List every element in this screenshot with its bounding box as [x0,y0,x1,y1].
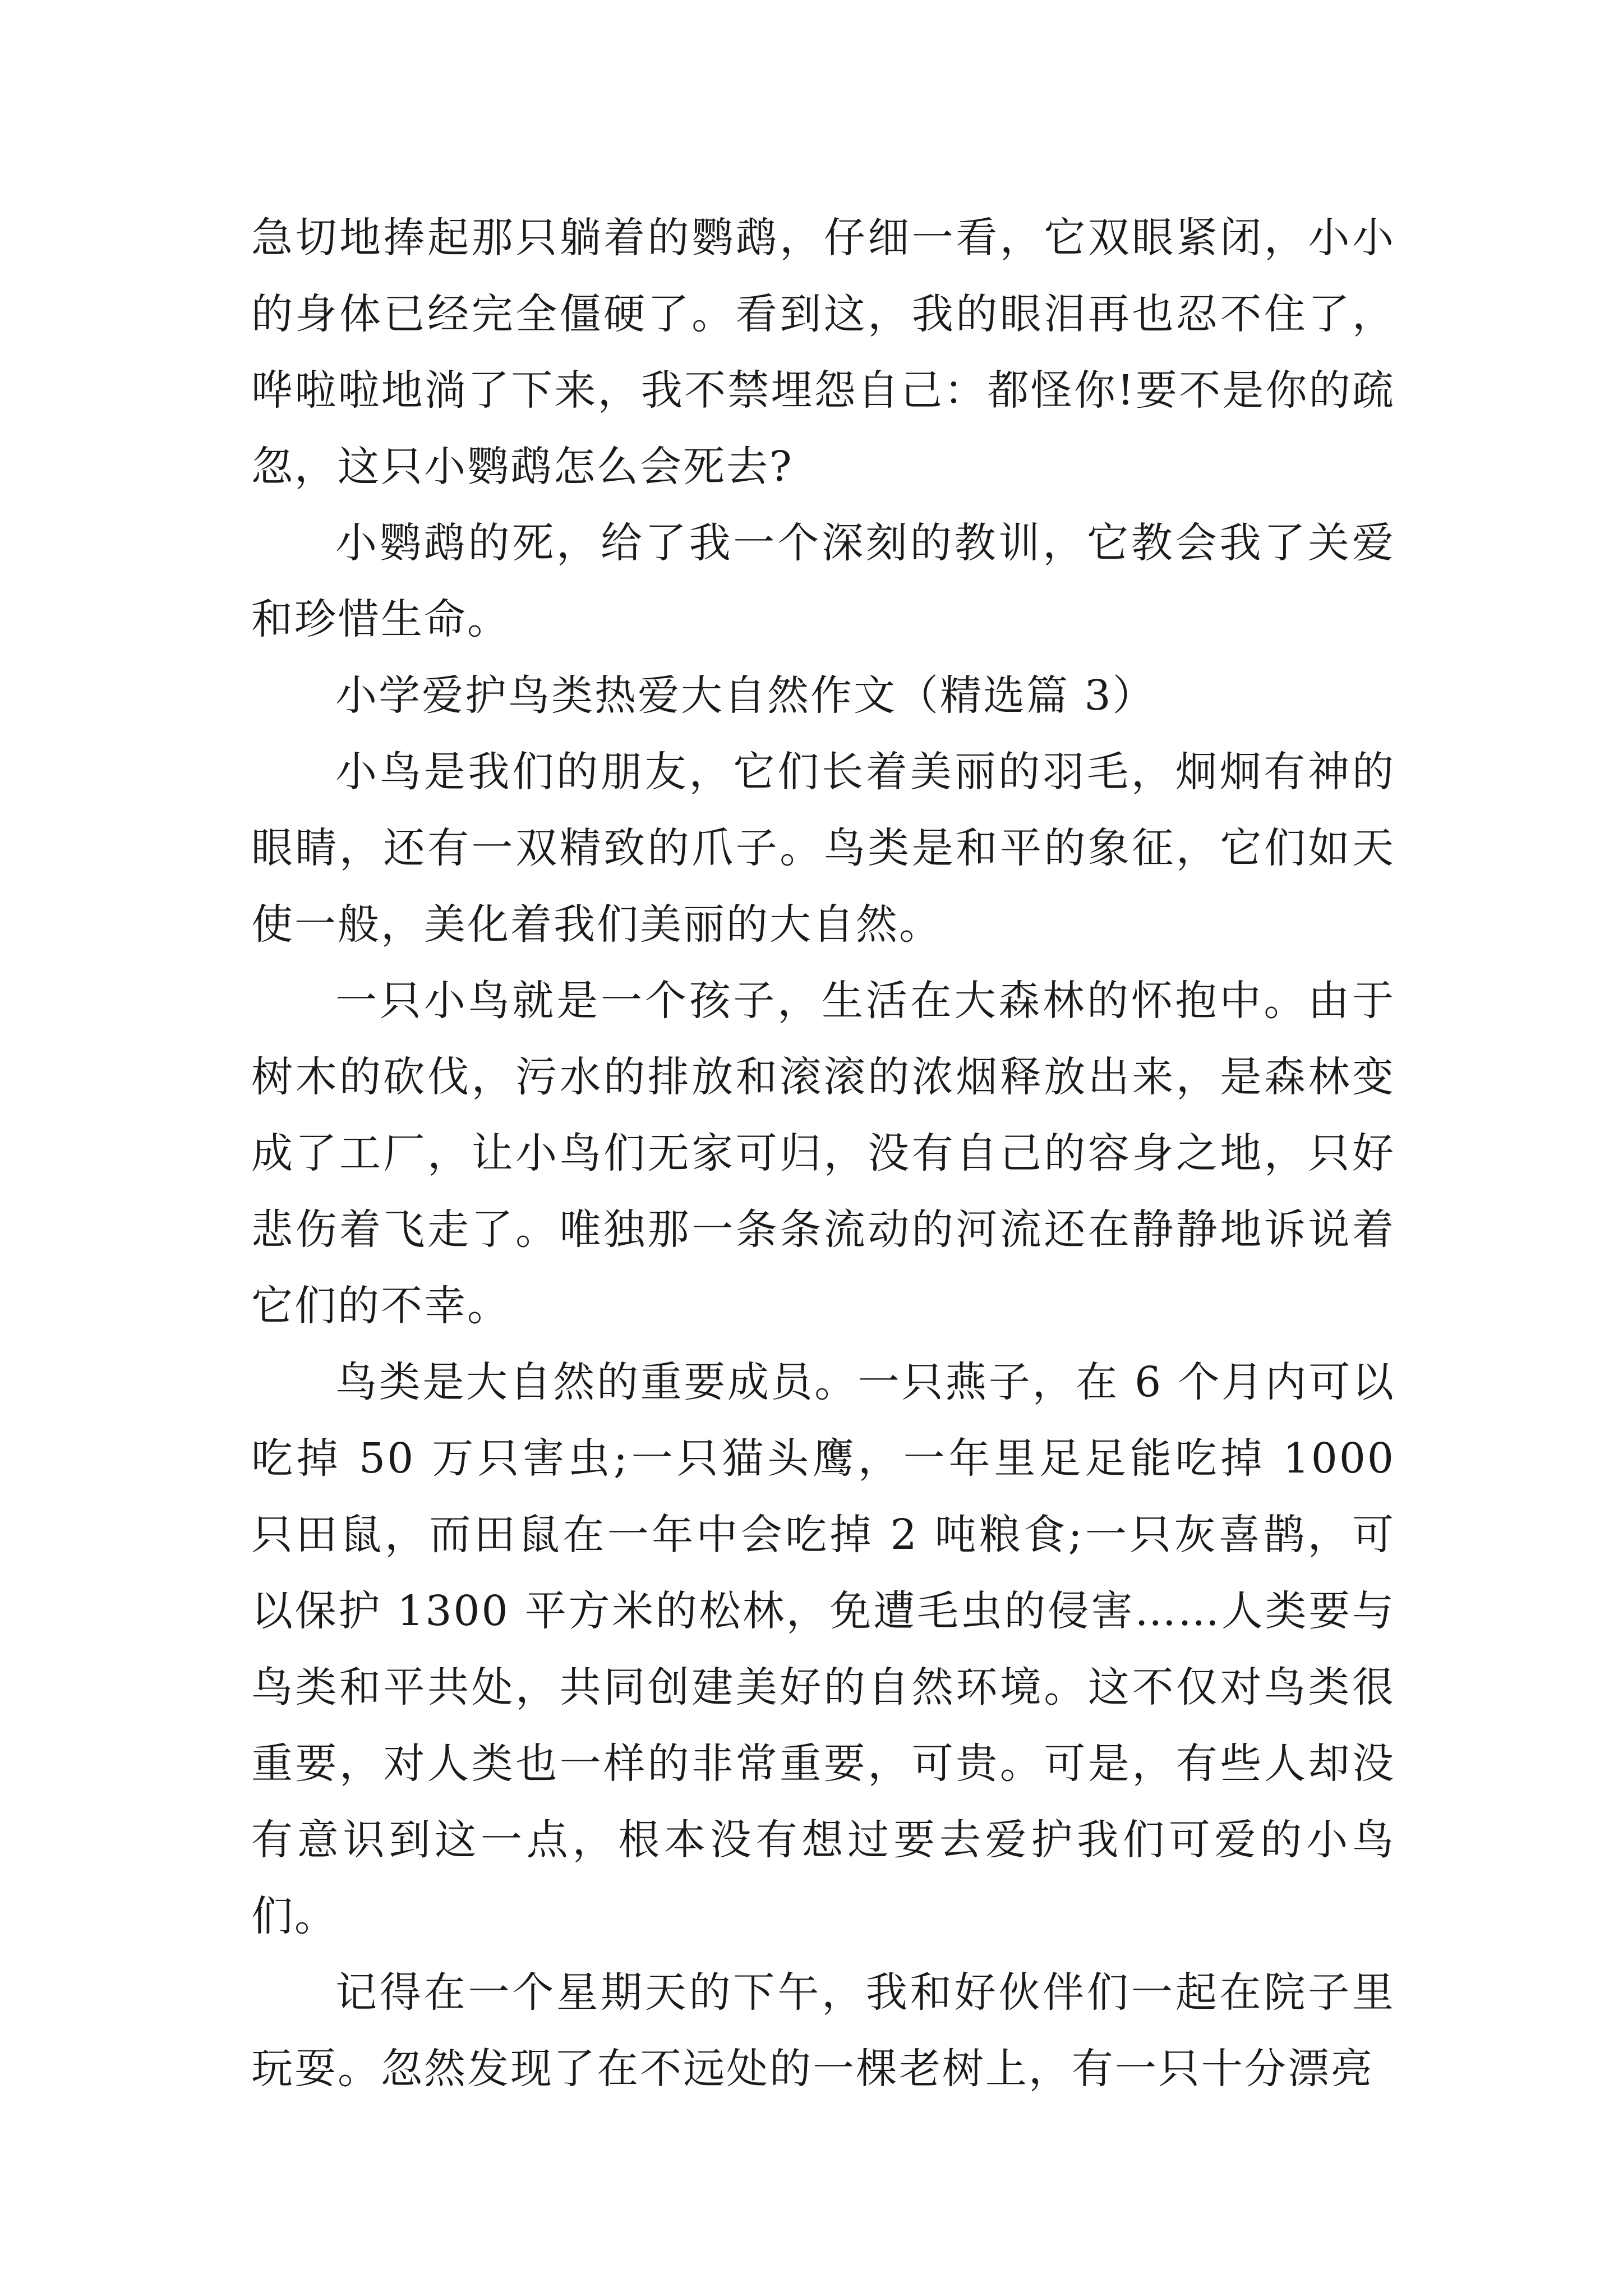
paragraph-continuation: 急切地捧起那只躺着的鹦鹉，仔细一看，它双眼紧闭，小小的身体已经完全僵硬了。看到这，我的眼泪再也忍不住了，哗啦啦地淌了下来，我不禁埋怨自己：都怪你!要不是你的疏忽，这只小鹦鹉怎么会死去? [251,214,1395,491]
paragraph-birds-importance: 鸟类是大自然的重要成员。一只燕子，在 6 个月内可以吃掉 50 万只害虫;一只猫头鹰，一年里足足能吃掉 1000 只田鼠，而田鼠在一年中会吃掉 2 吨粮食;一只灰喜鹊，可以保护 1300 平方米的松林，免遭毛虫的侵害……人类要与鸟类和平共处，共同创建美好的自然环境。这不仅对鸟类很重要，对人类也一样的非常重要，可贵。可是，有些人却没有意识到这一点，根本没有想过要去爱护我们可爱的小鸟们。 [251,1358,1395,1940]
paragraph-birds-friends: 小鸟是我们的朋友，它们长着美丽的羽毛，炯炯有神的眼睛，还有一双精致的爪子。鸟类是和平的象征，它们如天使一般，美化着我们美丽的大自然。 [251,748,1395,949]
paragraph-forest: 一只小鸟就是一个孩子，生活在大森林的怀抱中。由于树木的砍伐，污水的排放和滚滚的浓烟释放出来，是森林变成了工厂，让小鸟们无家可归，没有自己的容身之地，只好悲伤着飞走了。唯独那一条条流动的河流还在静静地诉说着它们的不幸。 [251,977,1395,1330]
document-body [251,200,1395,2107]
paragraph-lesson: 小鹦鹉的死，给了我一个深刻的教训，它教会我了关爱和珍惜生命。 [251,519,1395,643]
essay-heading: 小学爱护鸟类热爱大自然作文（精选篇 3） [335,671,1156,720]
paragraph-sunday-afternoon: 记得在一个星期天的下午，我和好伙伴们一起在院子里玩耍。忽然发现了在不远处的一棵老树上，有一只十分漂亮 [251,1968,1395,2093]
